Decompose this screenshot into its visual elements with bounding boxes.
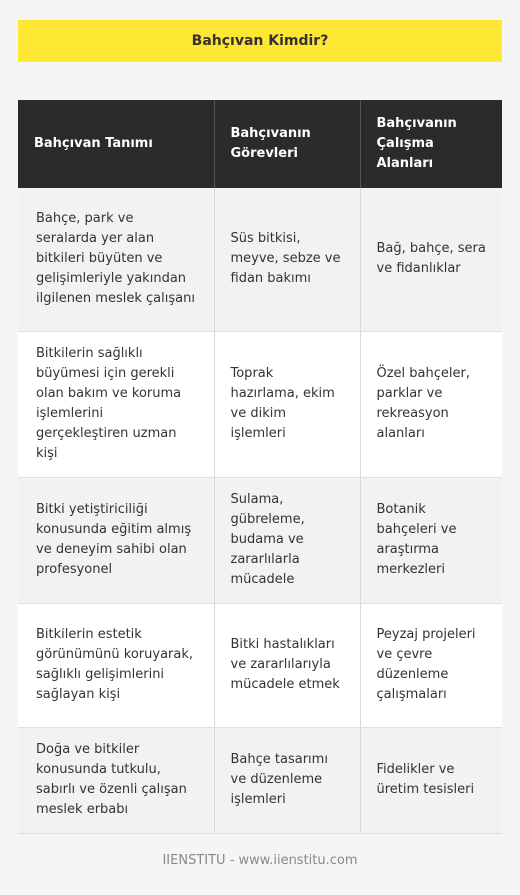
- column-header-definition: Bahçıvan Tanımı: [18, 100, 214, 188]
- table-cell: Bahçe tasarımı ve düzenleme işlemleri: [214, 727, 360, 833]
- table-row: [18, 603, 502, 727]
- table-cell: Bahçe, park ve seralarda yer alan bitkileri büyüten ve gelişimleriyle yakından ilgilenen meslek çalışanı: [18, 188, 214, 331]
- footer-credit: IIENSTITU - www.iienstitu.com: [162, 853, 358, 868]
- column-header-work-areas: Bahçıvanın Çalışma Alanları: [360, 100, 502, 188]
- table-cell: Bitki yetiştiriciliği konusunda eğitim almış ve deneyim sahibi olan profesyonel: [18, 477, 214, 603]
- table-cell: Doğa ve bitkiler konusunda tutkulu, sabırlı ve özenli çalışan meslek erbabı: [18, 727, 214, 833]
- column-header-duties: Bahçıvanın Görevleri: [214, 100, 360, 188]
- table-cell: Özel bahçeler, parklar ve rekreasyon alanları: [360, 331, 502, 477]
- table-row: [18, 331, 502, 477]
- table-cell: Bitkilerin estetik görünümünü koruyarak, sağlıklı gelişimlerini sağlayan kişi: [18, 603, 214, 727]
- page-title: Bahçıvan Kimdir?: [191, 33, 329, 49]
- table-cell: Bitkilerin sağlıklı büyümesi için gerekli olan bakım ve koruma işlemlerini gerçekleştiren uzman kişi: [18, 331, 214, 477]
- title-banner: [18, 20, 502, 62]
- table-cell: Bağ, bahçe, sera ve fidanlıklar: [360, 188, 502, 331]
- table-header-row: [18, 100, 502, 188]
- table-cell: Fidelikler ve üretim tesisleri: [360, 727, 502, 833]
- table-cell: Botanik bahçeleri ve araştırma merkezleri: [360, 477, 502, 603]
- table-cell: Bitki hastalıkları ve zararlılarıyla mücadele etmek: [214, 603, 360, 727]
- table-cell: Toprak hazırlama, ekim ve dikim işlemleri: [214, 331, 360, 477]
- table-row: [18, 188, 502, 331]
- table-row: [18, 477, 502, 603]
- table-row: [18, 727, 502, 833]
- gardener-table: [18, 100, 502, 834]
- table-cell: Sulama, gübreleme, budama ve zararlılarla mücadele: [214, 477, 360, 603]
- table-cell: Süs bitkisi, meyve, sebze ve fidan bakımı: [214, 188, 360, 331]
- table-cell: Peyzaj projeleri ve çevre düzenleme çalışmaları: [360, 603, 502, 727]
